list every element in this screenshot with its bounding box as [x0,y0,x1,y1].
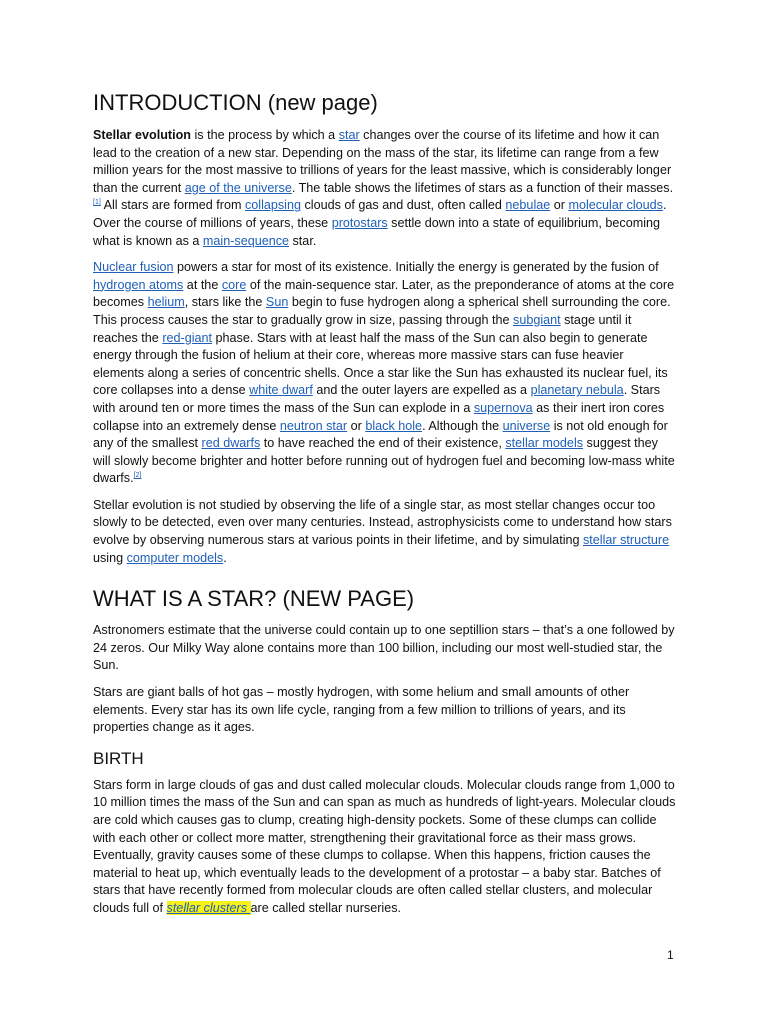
footnote-ref-2[interactable]: [2] [133,472,142,480]
link-stellar-clusters-highlighted[interactable]: stellar clusters [166,900,251,915]
heading-introduction: INTRODUCTION (new page) [93,90,378,115]
paragraph-giant-balls: Stars are giant balls of hot gas – mostly hydrogen, with some helium and small amounts of other elements. Every star has its own life cycle, ranging from a few million to trillions of years, and its properties change as it ages. [93,685,630,735]
link-helium[interactable]: helium [147,295,185,310]
link-age-of-universe[interactable]: age of the universe [184,180,292,195]
paragraph-stellar-evolution: Stellar evolution is the process by which a star changes over the course of its lifetime and how it can lead to the creation of a new star. Depending on the mass of the star, its lifetime can range from a few million years for the most massive to trillions of years for the least massive, which is considerably longer than the current age of the universe. The table shows the lifetimes of stars as a function of their masses.[1] All stars are formed from collapsing clouds of gas and dust, often called nebulae or molecular clouds. Over the course of millions of years, these protostars settle down into a state of equilibrium, becoming what is known as a main-sequence star. [93,128,674,248]
link-black-hole[interactable]: black hole [365,418,423,433]
link-stellar-structure[interactable]: stellar structure [583,533,670,548]
link-supernova[interactable]: supernova [473,400,533,415]
link-white-dwarf[interactable]: white dwarf [249,383,313,398]
link-red-giant[interactable]: red-giant [162,330,213,345]
paragraph-observation: Stellar evolution is not studied by observing the life of a single star, as most stellar changes occur too slowly to be detected, even over many centuries. Instead, astrophysicists come to understand how stars evolve by observing numerous stars at various points in their lifetime, and by simulating stellar structure using computer models. [93,497,672,565]
link-protostars[interactable]: protostars [331,215,388,230]
link-nuclear-fusion[interactable]: Nuclear fusion [93,260,174,275]
paragraph-nuclear-fusion: Nuclear fusion powers a star for most of its existence. Initially the energy is generated by the fusion of hydrogen atoms at the core of the main-sequence star. Later, as the preponderance of atoms at the core becomes helium, stars like the Sun begin to fuse hydrogen along a spherical shell surrounding the core. This process causes the star to gradually grow in size, passing through the subgiant stage until it reaches the red-giant phase. Stars with at least half the mass of the Sun can also begin to generate energy through the fusion of helium at their core, whereas more massive stars can fuse heavier elements along a series of concentric shells. Once a star like the Sun has exhausted its nuclear fuel, its core collapses into a dense white dwarf and the outer layers are expelled as a planetary nebula. Stars with around ten or more times the mass of the Sun can explode in a supernova as their inert iron cores collapse into an extremely dense neutron star or black hole. Although the universe is not old enough for any of the smallest red dwarfs to have reached the end of their existence, stellar models suggest they will slowly become brighter and hotter before running out of hydrogen fuel and becoming low-mass white dwarfs.[2] [93,260,675,486]
link-subgiant[interactable]: subgiant [513,312,561,327]
link-nebulae[interactable]: nebulae [505,198,551,213]
footnote-ref-1[interactable]: [1] [93,199,101,207]
heading-what-is-a-star: WHAT IS A STAR? (NEW PAGE) [93,586,415,612]
link-sun[interactable]: Sun [265,295,289,310]
link-star[interactable]: star [338,128,360,142]
paragraph-septillion-stars: Astronomers estimate that the universe could contain up to one septillion stars – that’s a one followed by 24 zeros. Our Milky Way alone contains more than 100 billion, including our most well-studied star, the Sun. [93,623,675,673]
link-neutron-star[interactable]: neutron star [279,418,348,433]
link-collapsing[interactable]: collapsing [244,198,301,213]
link-stellar-models[interactable]: stellar models [505,436,584,451]
bold-term: Stellar evolution [93,128,191,142]
link-red-dwarfs[interactable]: red dwarfs [201,436,261,451]
paragraph-birth: Stars form in large clouds of gas and dust called molecular clouds. Molecular clouds range from 1,000 to 10 million times the mass of the Sun and can span as much as hundreds of light-years. Molecular clouds are cold which causes gas to clump, creating high-density pockets. Some of these clumps can collide with each other or collect more matter, strengthening their gravitational force as their mass grows. Eventually, gravity causes some of these clumps to collapse. When this happens, friction causes the material to heat up, which eventually leads to the development of a protostar – a baby star. Batches of stars that have recently formed from molecular clouds are often called stellar clusters, and molecular clouds full of stellar clusters are called stellar nurseries. [93,777,676,915]
page-number: 1 [667,948,674,962]
link-core[interactable]: core [221,277,247,292]
link-computer-models[interactable]: computer models [126,550,224,565]
link-universe[interactable]: universe [502,418,551,433]
link-planetary-nebula[interactable]: planetary nebula [530,383,624,398]
link-main-sequence[interactable]: main-sequence [202,233,290,248]
link-hydrogen-atoms[interactable]: hydrogen atoms [93,277,184,292]
heading-birth: BIRTH [93,748,144,768]
link-molecular-clouds[interactable]: molecular clouds [568,198,663,213]
